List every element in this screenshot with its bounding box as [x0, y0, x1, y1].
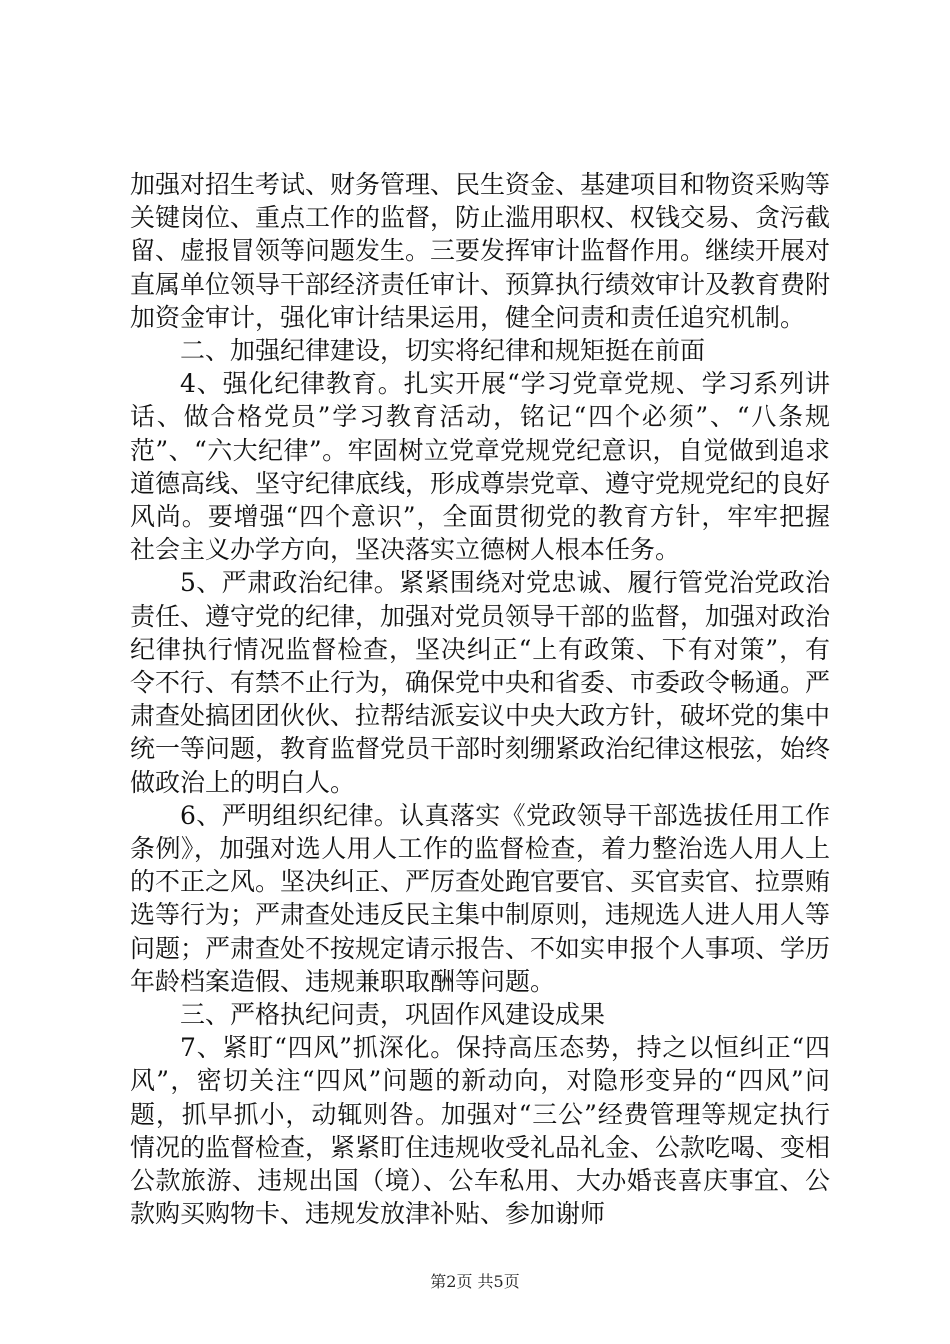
paragraph-item-5: 5、严肃政治纪律。紧紧围绕对党忠诚、履行管党治党政治责任、遵守党的纪律，加强对党员领导干部的监督，加强对政治纪律执行情况监督检查，坚决纠正“上有政策、下有对策”，有令不行、有禁不止行为，确保党中央和省委、市委政令畅通。严肃查处搞团团伙伙、拉帮结派妄议中央大政方针，破坏党的集中统一等问题，教育监督党员干部时刻绷紧政治纪律这根弦，始终做政治上的明白人。 — [130, 568, 831, 797]
paragraph-item-7: 7、紧盯“四风”抓深化。保持高压态势，持之以恒纠正“四风”，密切关注“四风”问题的新动向，对隐形变异的“四风”问题，抓早抓小，动辄则咎。加强对“三公”经费管理等规定执行情况的监督检查，紧紧盯住违规收受礼品礼金、公款吃喝、变相公款旅游、违规出国（境）、公车私用、大办婚丧喜庆事宜、公款购买购物卡、违规发放津补贴、参加谢师 — [130, 1033, 831, 1229]
section-heading-3: 三、严格执纪问责，巩固作风建设成果 — [180, 1000, 606, 1030]
paragraph-item-6: 6、严明组织纪律。认真落实《党政领导干部选拔任用工作条例》，加强对选人用人工作的监督检查，着力整治选人用人上的不正之风。坚决纠正、严厉查处跑官要官、买官卖官、拉票贿选等行为；严肃查处违反民主集中制原则，违规选人进人用人等问题；严肃查处不按规定请示报告、不如实申报个人事项、学历年龄档案造假、违规兼职取酬等问题。 — [130, 800, 831, 996]
paragraph-item-4: 4、强化纪律教育。扎实开展“学习党章党规、学习系列讲话、做合格党员”学习教育活动，铭记“四个必须”、“八条规范”、“六大纪律”。牢固树立党章党规党纪意识，自觉做到追求道德高线、坚守纪律底线，形成尊崇党章、遵守党规党纪的良好风尚。要增强“四个意识”，全面贯彻党的教育方针，牢牢把握社会主义办学方向，坚决落实立德树人根本任务。 — [130, 369, 831, 565]
section-heading-2: 二、加强纪律建设，切实将纪律和规矩挺在前面 — [180, 336, 706, 366]
page-number-footer: 第2页 共5页 — [430, 1272, 520, 1291]
document-body — [130, 168, 830, 1231]
paragraph-continued: 加强对招生考试、财务管理、民生资金、基建项目和物资采购等关键岗位、重点工作的监督，防止滥用职权、权钱交易、贪污截留、虚报冒领等问题发生。三要发挥审计监督作用。继续开展对直属单位领导干部经济责任审计、预算执行绩效审计及教育费附加资金审计，强化审计结果运用，健全问责和责任追究机制。 — [130, 170, 831, 332]
